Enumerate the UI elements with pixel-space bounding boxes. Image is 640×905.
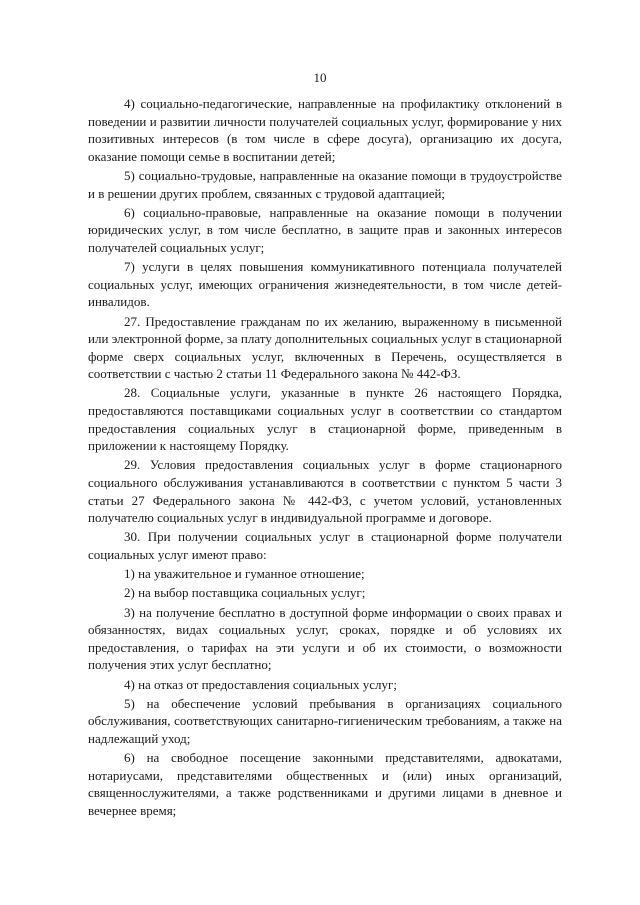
paragraph: 30. При получении социальных услуг в стационарной форме получатели социальных услуг имеют право: <box>88 529 562 562</box>
paragraph: 4) на отказ от предоставления социальных услуг; <box>124 676 397 692</box>
paragraph: 28. Социальные услуги, указанные в пункте 26 настоящего Порядка, предоставляются поставщиками социальных услуг в соответствии со стандартом предоставления социальных услуг в стационарной форме, приведенным в приложении к настоящему Порядку. <box>88 385 562 454</box>
paragraph: 29. Условия предоставления социальных услуг в форме стационарного социального обслуживания устанавливаются в соответствии с пунктом 5 части 3 статьи 27 Федерального закона № 442-ФЗ, с учетом условий, установленных получателю социальных услуг в индивидуальной программе и договоре. <box>88 457 562 526</box>
paragraph: 5) социально-трудовые, направленные на оказание помощи в трудоустройстве и в решении других проблем, связанных с трудовой адаптацией; <box>88 167 562 201</box>
paragraph: 5) на обеспечение условий пребывания в организациях социального обслуживания, соответствующих санитарно-гигиеническим требованиям, а также на надлежащий уход; <box>88 695 562 746</box>
document-body <box>88 95 562 821</box>
paragraph: 1) на уважительное и гуманное отношение; <box>124 566 365 582</box>
paragraph: 3) на получение бесплатно в доступной форме информации о своих правах и обязанностях, видах социальных услуг, сроках, порядке и об условиях их предоставления, о тарифах на эти услуги и об их стоимости, о возможности получения этих услуг бесплатно; <box>88 604 562 673</box>
paragraph: 4) социально-педагогические, направленные на профилактику отклонений в поведении и развитии личности получателей социальных услуг, формирование у них позитивных интересов (в том числе в сфере досуга), организацию их досуга, оказание помощи семье в воспитании детей; <box>88 96 562 164</box>
paragraph: 6) на свободное посещение законными представителями, адвокатами, нотариусами, представителями общественных и (или) иных организаций, священнослужителями, а также родственниками и другими лицами в дневное и вечернее время; <box>88 750 562 818</box>
paragraph: 6) социально-правовые, направленные на оказание помощи в получении юридических услуг, в том числе бесплатно, в защите прав и законных интересов получателей социальных услуг; <box>88 204 562 255</box>
paragraph: 7) услуги в целях повышения коммуникативного потенциала получателей социальных услуг, имеющих ограничения жизнедеятельности, в том числе детей-инвалидов. <box>88 259 562 310</box>
paragraph: 27. Предоставление гражданам по их желанию, выраженному в письменной или электронной форме, за плату дополнительных социальных услуг в стационарной форме сверх социальных услуг, включенных в Перечень, осуществляется в соответствии с частью 2 статьи 11 Федерального закона № 442-ФЗ. <box>88 313 562 382</box>
paragraph: 2) на выбор поставщика социальных услуг; <box>124 585 366 601</box>
page-number: 10 <box>313 70 327 85</box>
